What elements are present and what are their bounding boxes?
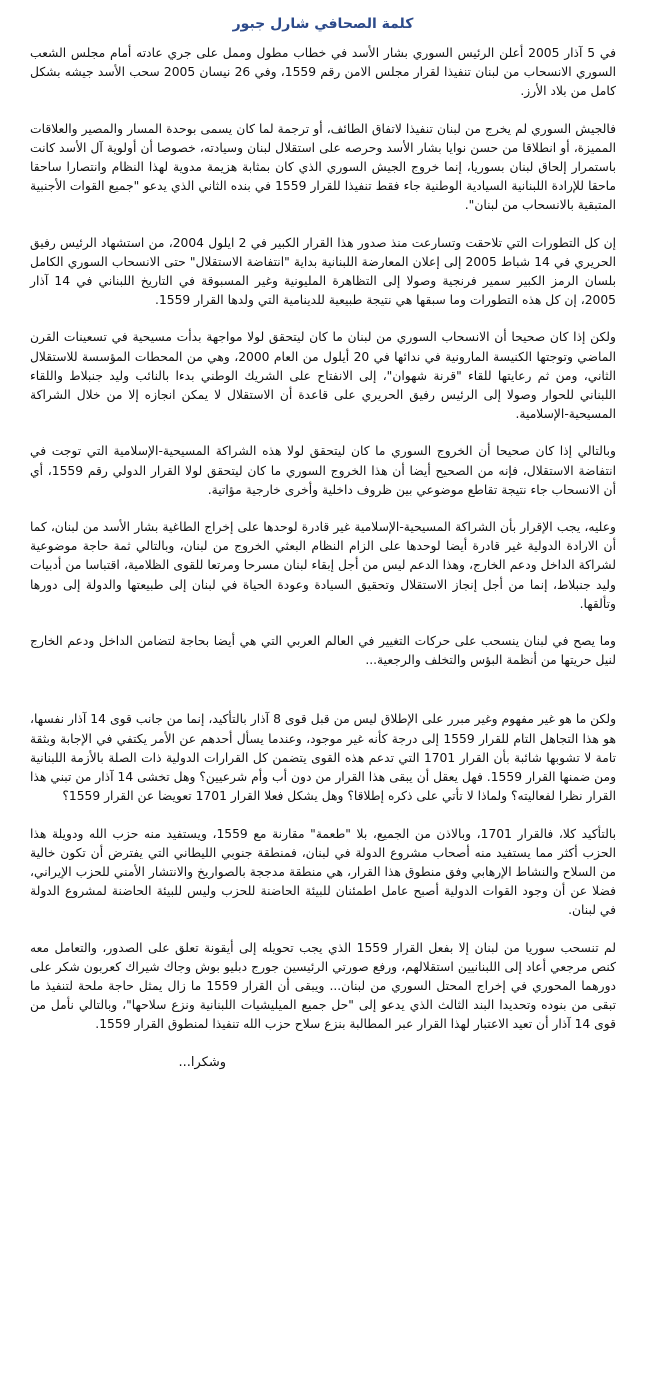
paragraph-6: وعليه، يجب الإقرار بأن الشراكة المسيحية-الإسلامية غير قادرة لوحدها على إخراج الطاغية بشار الأسد من لبنان، كما أن الارادة الدولية غير قادرة أيضا لوحدها على الزام النظام البعثي الخروج من لبنان، وبالتالي ثمة حاجة موضوعية لشراكة الداخل ودعم الخارج، وهذا الدعم ليس من أجل إبقاء لبنان مسرحا ومرتعا للقوى الظلامية، اقتباسا من أدبيات وليد جنبلاط، إنما من أجل إنجاز الاستقلال وتحقيق السيادة وعودة الحياة في لبنان إلى طبيعتها والدولة إلى دورها وتألقها. — [30, 520, 616, 611]
paragraph-5: وبالتالي إذا كان صحيحا أن الخروج السوري ما كان ليتحقق لولا هذه الشراكة المسيحية-الإسلامية التي توجت في انتفاضة الاستقلال، فإنه من الصحيح أيضا أن هذا الخروج السوري ما كان ليتحقق لولا القرار الدولي رقم 1559، أي أن الانسحاب جاء نتيجة تقاطع موضوعي بين ظروف داخلية وأخرى خارجية مؤاتية. — [30, 444, 617, 497]
paragraph-3: إن كل التطورات التي تلاحقت وتسارعت منذ صدور هذا القرار الكبير في 2 ايلول 2004، من استشهاد الرئيس رفيق الحريري في 14 شباط 2005 إلى إعلان المعارضة اللبنانية بداية "انتفاضة الاستقلال" حتى الانسحاب السوري الكامل بلسان الرمز الكبير سمير فرنجية وصولا إلى التظاهرة المليونية وغير المسبوقة في التاريخ اللبناني في 14 آذار 2005، إن كل هذه التطورات وما سبقها هي نتيجة طبيعية للدينامية التي ولدها القرار 1559. — [30, 235, 617, 308]
paragraph-2: فالجيش السوري لم يخرج من لبنان تنفيذا لاتفاق الطائف، أو ترجمة لما كان يسمى بوحدة المسار والمصير والعلاقات المميزة، أو انطلاقا من حسن نوايا بشار الأسد وحرصه على استقلال لبنان وسيادته، خصوصا أن أولوية آل الأسد كانت باستمرار إلحاق لبنان بسوريا، إنما خروج الجيش السوري الذي كان بمثابة هزيمة مدوية لهذا النظام وانتصارا ساحقا ماحقا للإرادة اللبنانية السيادية الوطنية جاء فقط تنفيذا للقرار 1559 في بنده الثاني الذي يدعو "جميع القوات الأجنبية المتبقية بالانسحاب من لبنان". — [30, 121, 617, 213]
article-title: كلمة الصحافي شارل جبور — [232, 16, 414, 32]
paragraph-9: بالتأكيد كلا، فالقرار 1701، وبالاذن من الجميع، بلا "طعمة" مقارنة مع 1559، ويستفيد منه حزب الله ودويلة هذا الحزب أكثر مما يستفيد منه أصحاب مشروع الدولة في لبنان، فمنطقة جنوبي الليطاني التي يفترض أن تكون خالية من السلاح والنشاط الإرهابي وفق منطوق هذا القرار، هي منطقة مدججة بالصواريخ والانتشار الأمني للحزب الإيراني، فضلا عن أن وجود القوات الدولية أصبح عامل اطمئنان للبيئة الحاضنة للحزب وليس للبيئة الحاضنة لمشروع الدولة في لبنان. — [30, 826, 616, 918]
paragraph-1: في 5 آذار 2005 أعلن الرئيس السوري بشار الأسد في خطاب مطول وممل على جري عادته أمام مجلس الشعب السوري الانسحاب من لبنان تنفيذا لقرار مجلس الامن رقم 1559، وفي 26 نيسان 2005 سحب الأسد جيشه بشكل كامل من بلاد الأرز. — [30, 46, 616, 99]
closing-thanks: وشكرا... — [178, 1054, 226, 1070]
paragraph-4: ولكن إذا كان صحيحا أن الانسحاب السوري من لبنان ما كان ليتحقق لولا مواجهة بدأت مسيحية في تسعينات القرن الماضي وتوجتها الكنيسة المارونية في ندائها في 20 أيلول من العام 2000، وهي من المحطات المؤسسة للاستقلال الثاني، ومن ثم رعايتها للقاء "قرنة شهوان"، إلى الانفتاح على الشريك الوطني بدءا بالنائب وليد جنبلاط واللقاء اللبناني للحوار وصولا إلى الرئيس رفيق الحريري على قاعدة أن الاستقلال لا يمكن انجازه إلا من خلال الشراكة المسيحية-الإسلامية. — [30, 330, 616, 422]
paragraph-8: ولكن ما هو غير مفهوم وغير مبرر على الإطلاق ليس من قبل قوى 8 آذار بالتأكيد، إنما من جانب قوى 14 آذار نفسها، هو هذا التجاهل التام للقرار 1559 إلى درجة كأنه غير موجود، وعندما يسأل أحدهم عن الأمر يكتفي في الإجابة وبثقة تامة لا تشوبها شائبة بأن القرار 1701 التي تدعم هذه القوى يتضمن كل القرارات الدولية ذات الصلة بالأزمة اللبنانية ومن ضمنها القرار 1559. فهل يعقل أن يبقى هذا القرار من دون أب وأم شرعيين؟ وهل تخشى 14 آذار من تبني هذا القرار نظرا لفعاليته؟ ولماذا لا تأتي على ذكره إطلاقا؟ وهل يشكل فعلا القرار 1701 تعويضا عن القرار 1559؟ — [30, 712, 617, 804]
paragraph-10: لم تنسحب سوريا من لبنان إلا بفعل القرار 1559 الذي يجب تحويله إلى أيقونة تعلق على الصدور، والتعامل معه كنص مرجعي أعاد إلى اللبنانيين استقلالهم، ورفع صورتي الرئيسين جورج دبليو بوش وجاك شيراك كعربون شكر على دورهما المحوري في إخراج المحتل السوري من لبنان... ويبقى أن القرار 1559 ما زال يمثل حاجة ملحة لتنفيذ ما تبقى من بنوده وتحديدا البند الثالث الذي يدعو إلى "حل جميع الميليشيات اللبنانية ونزع سلاحها"، وبالتالي نأمل من قوى 14 آذار أن تعيد الاعتبار لهذا القرار عبر المطالبة بنزع سلاح حزب الله تنفيذا لمنطوق القرار 1559. — [30, 940, 616, 1032]
paragraph-7: وما يصح في لبنان ينسحب على حركات التغيير في العالم العربي التي هي أيضا بحاجة لتضامن الداخل ودعم الخارج لنيل حريتها من أنظمة البؤس والتخلف والرجعية... — [30, 634, 616, 668]
